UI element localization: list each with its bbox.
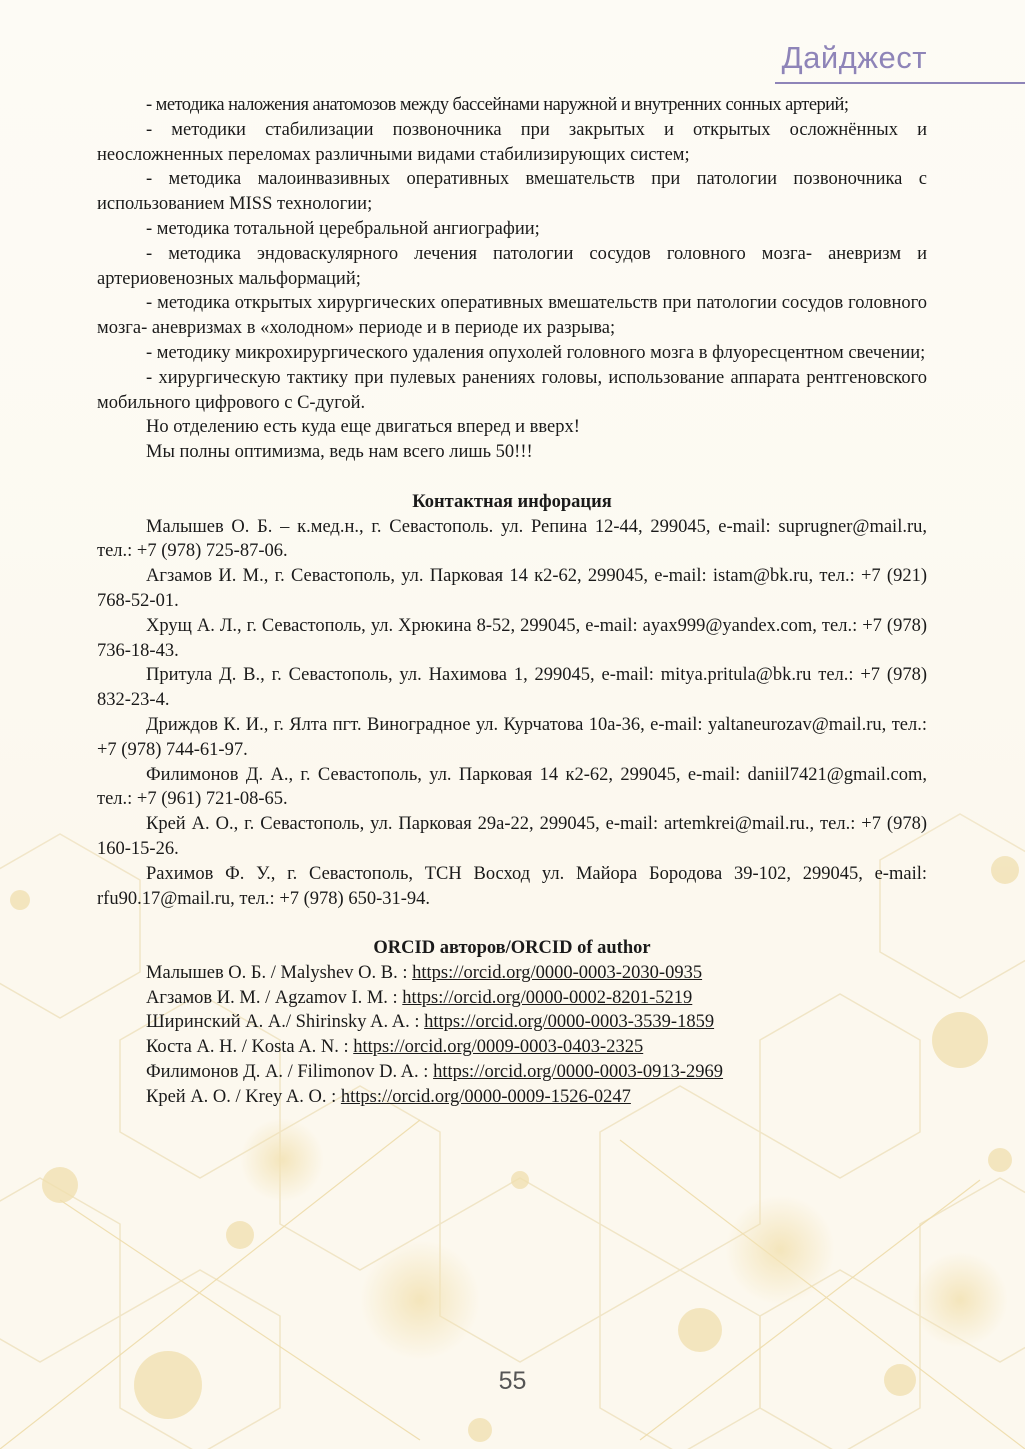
orcid-list: [97, 961, 927, 1110]
orcid-entry: [97, 961, 927, 986]
body-paragraph: Мы полны оптимизма, ведь нам всего лишь 50!!!: [146, 442, 533, 463]
page-number: 55: [498, 1367, 527, 1395]
header-divider: [775, 82, 1025, 84]
orcid-link[interactable]: https://orcid.org/0000-0003-3539-1859: [424, 1012, 715, 1033]
orcid-entry: [97, 1060, 927, 1085]
orcid-heading: ORCID авторов/ORCID of author: [373, 938, 651, 959]
contact-entry: Дриждов К. И., г. Ялта пгт. Виноградное ул. Курчатова 10а-36, e-mail: yaltaneurozav@mail.ru, тел.: +7 (978) 744-61-97.: [97, 714, 927, 760]
contact-entry: Филимонов Д. А., г. Севастополь, ул. Парковая 14 к2-62, 299045, e-mail: daniil7421@gmail.com, тел.: +7 (961) 721-08-65.: [97, 764, 927, 810]
orcid-link[interactable]: https://orcid.org/0000-0003-0913-2969: [433, 1062, 724, 1083]
section-header-title: Дайджест: [781, 40, 927, 75]
orcid-link[interactable]: https://orcid.org/0000-0002-8201-5219: [402, 987, 693, 1008]
contact-entry: Хрущ А. Л., г. Севастополь, ул. Хрюкина 8-52, 299045, e-mail: ayax999@yandex.com, тел.: +7 (978) 736-18-43.: [97, 615, 927, 661]
body-paragraph: - методика открытых хирургических оперативных вмешательств при патологии сосудов головного мозга- аневризмах в «холодном» периоде и в периоде их разрыва;: [97, 293, 927, 339]
orcid-entry: [97, 986, 927, 1011]
contacts-list: [97, 515, 927, 912]
orcid-link[interactable]: https://orcid.org/0009-0003-0403-2325: [353, 1037, 644, 1058]
orcid-link[interactable]: https://orcid.org/0000-0009-1526-0247: [340, 1086, 631, 1107]
body-paragraph: - хирургическую тактику при пулевых ранениях головы, использование аппарата рентгеновского мобильного цифрового с С-дугой.: [97, 367, 927, 413]
contact-entry: Агзамов И. М., г. Севастополь, ул. Парковая 14 к2-62, 299045, e-mail: istam@bk.ru, тел.: +7 (921) 768-52-01.: [97, 566, 927, 611]
body-paragraph: - методика малоинвазивных оперативных вмешательств при патологии позвоночника с использованием MISS технологии;: [97, 169, 927, 215]
orcid-author-name: Филимонов Д. А. / Filimonov D. A. :: [146, 1062, 434, 1083]
orcid-author-name: Агзамов И. М. / Agzamov I. M. :: [146, 987, 403, 1008]
body-paragraph: - методика наложения анатомозов между бассейнами наружной и внутренних сонных артерий;: [146, 95, 849, 115]
body-paragraph: - методики стабилизации позвоночника при закрытых и открытых осложнённых и неосложненных переломах различными видами стабилизирующих систем;: [97, 119, 927, 165]
body-paragraph: - методика тотальной церебральной ангиографии;: [146, 218, 540, 239]
contact-entry: Рахимов Ф. У., г. Севастополь, ТСН Восход ул. Майора Бородова 39-102, 299045, e-mail: rfu90.17@mail.ru, тел.: +7 (978) 650-31-94.: [97, 863, 927, 909]
contact-entry: Притула Д. В., г. Севастополь, ул. Нахимова 1, 299045, e-mail: mitya.pritula@bk.ru тел.: +7 (978) 832-23-4.: [97, 665, 927, 711]
body-paragraph: Но отделению есть куда еще двигаться вперед и вверх!: [146, 417, 580, 438]
orcid-entry: [97, 1035, 927, 1060]
orcid-author-name: Коста А. Н. / Kosta A. N. :: [146, 1037, 354, 1058]
contact-entry: Крей А. О., г. Севастополь, ул. Парковая 29а-22, 299045, e-mail: artemkrei@mail.ru., тел.: +7 (978) 160-15-26.: [97, 814, 927, 859]
body-paragraph: - методику микрохирургического удаления опухолей головного мозга в флуоресцентном свечении;: [146, 342, 926, 363]
contacts-heading: Контактная инфорация: [412, 491, 612, 512]
orcid-author-name: Крей А. О. / Krey A. O. :: [146, 1086, 341, 1107]
article-body: [97, 93, 927, 1110]
orcid-entry: [97, 1085, 927, 1110]
contact-entry: Малышев О. Б. – к.мед.н., г. Севастополь. ул. Репина 12-44, 299045, e-mail: suprugner@mail.ru, тел.: +7 (978) 725-87-06.: [97, 516, 927, 562]
orcid-link[interactable]: https://orcid.org/0000-0003-2030-0935: [412, 962, 703, 983]
body-paragraph: - методика эндоваскулярного лечения патологии сосудов головного мозга- аневризм и артериовенозных мальформаций;: [97, 243, 927, 289]
orcid-entry: [97, 1010, 927, 1035]
orcid-author-name: Ширинский А. А./ Shirinsky A. A. :: [146, 1012, 425, 1033]
orcid-author-name: Малышев О. Б. / Malyshev O. B. :: [146, 962, 413, 983]
